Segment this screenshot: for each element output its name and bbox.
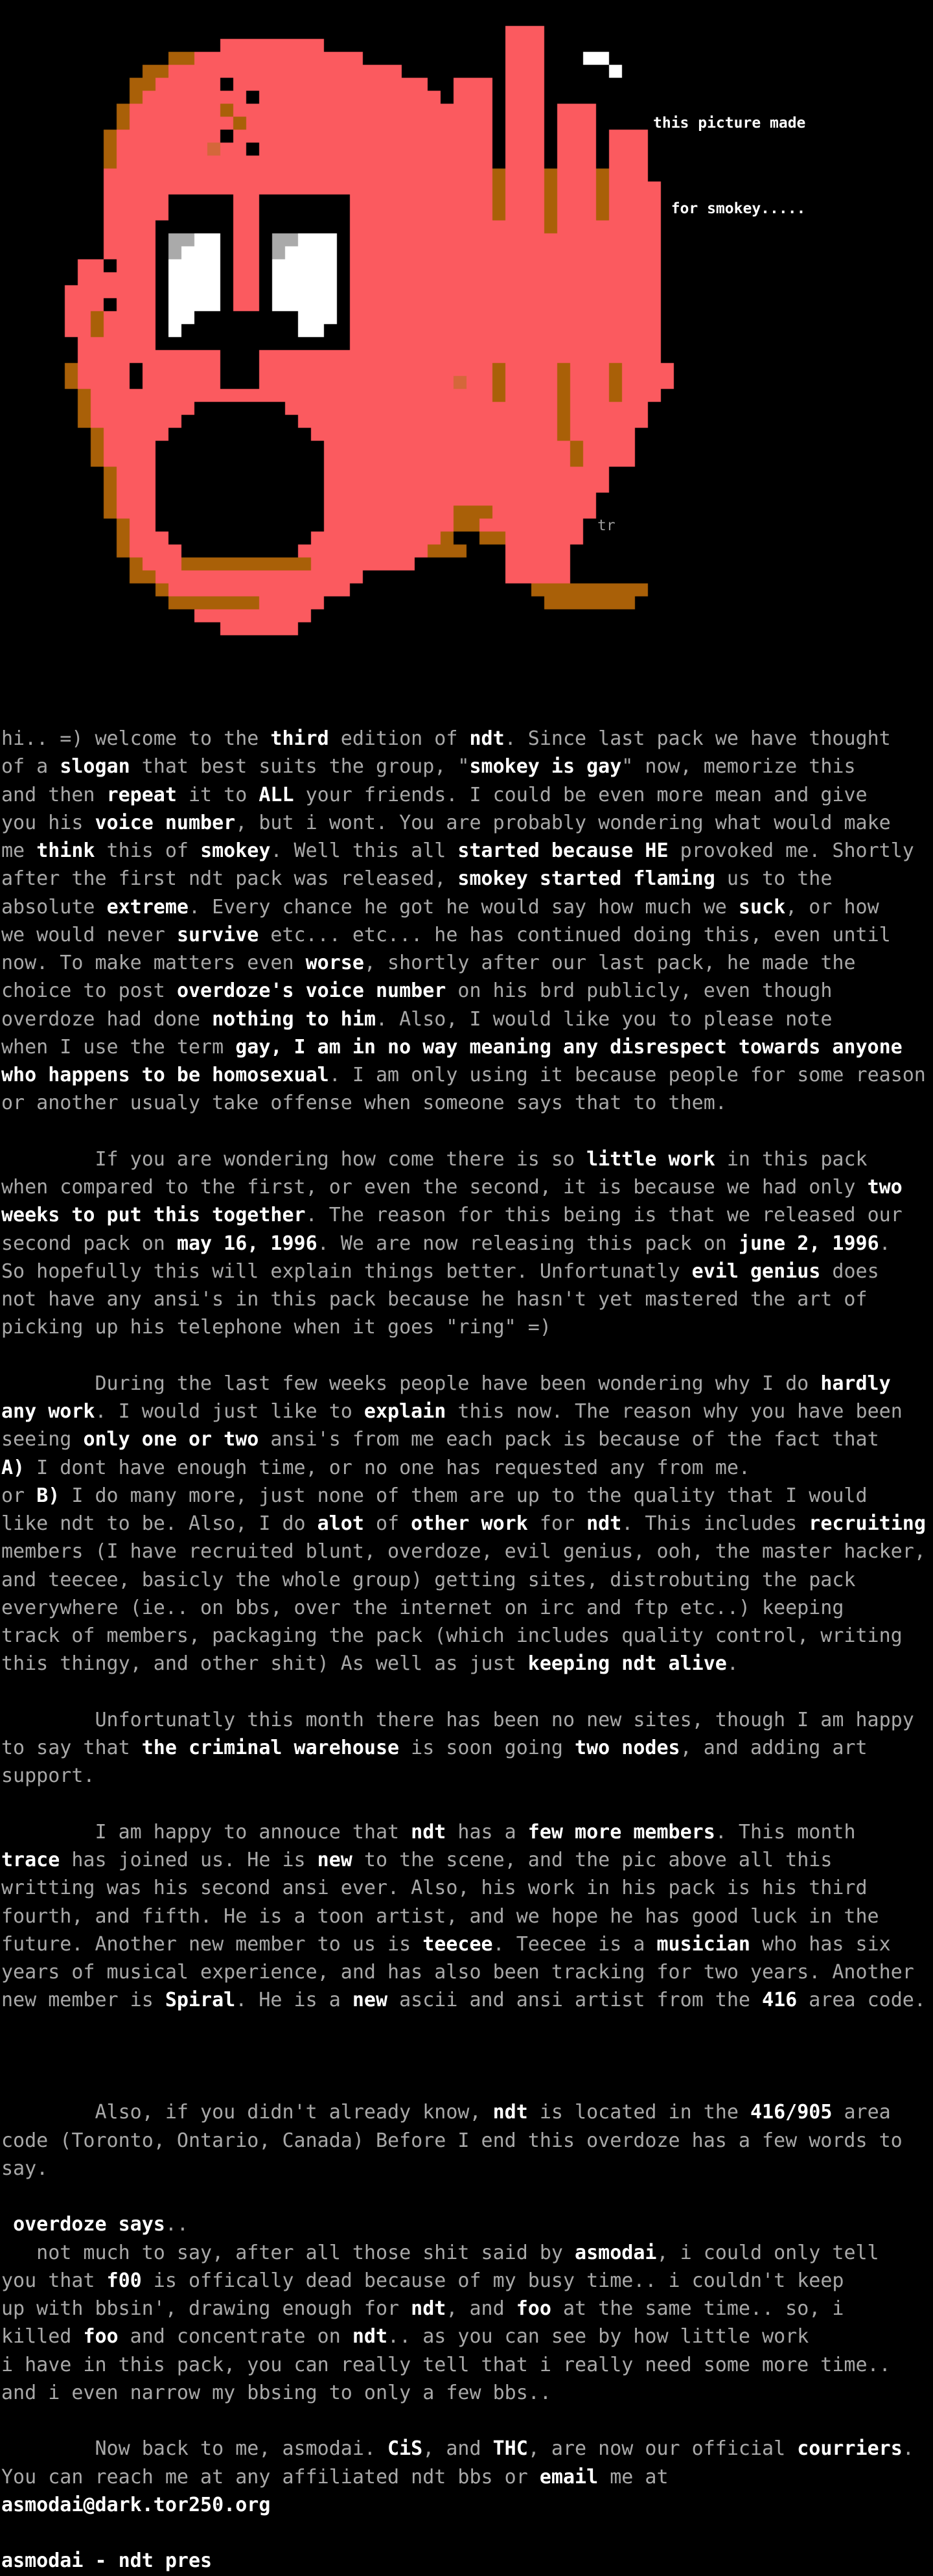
text-line: you his voice number, but i wont. You are probably wondering what would make <box>1 811 891 834</box>
text-line <box>1 1118 933 1145</box>
text-line: and i even narrow my bbsing to only a few bbs.. <box>1 2381 551 2404</box>
text-line: hi.. =) welcome to the third edition of ndt. Since last pack we have thought <box>1 727 891 750</box>
caption-line-1: this picture made <box>653 115 806 132</box>
text-line: You can reach me at any affiliated ndt bbs or email me at <box>1 2465 669 2488</box>
text-line: or B) I do many more, just none of them are up to the quality that I would <box>1 1484 868 1507</box>
text-line: Now back to me, asmodai. CiS, and THC, are now our official courriers. <box>1 2437 914 2461</box>
text-line: A) I dont have enough time, or no one has requested any from me. <box>1 1456 750 1479</box>
text-line: this thingy, and other shit) As well as just keeping ndt alive. <box>1 1652 739 1676</box>
text-line: So hopefully this will explain things better. Unfortunatly evil genius does <box>1 1259 879 1283</box>
text-line <box>1 2183 933 2210</box>
text-line: like ndt to be. Also, I do alot of other work for ndt. This includes recruiting <box>1 1512 926 1535</box>
text-line: me think this of smokey. Well this all started because HE provoked me. Shortly <box>1 839 914 862</box>
text-line: now. To make matters even worse, shortly after our last pack, he made the <box>1 952 856 974</box>
text-line: killed foo and concentrate on ndt.. as you can see by how little work <box>1 2325 809 2348</box>
text-line: and then repeat it to ALL your friends. I could be even more mean and give <box>1 783 868 806</box>
text-line: overdoze says.. <box>13 2213 189 2236</box>
text-line <box>1 2043 933 2070</box>
text-line: track of members, packaging the pack (which includes quality control, writing <box>1 1624 903 1647</box>
text-line: trace has joined us. He is new to the scene, and the pic above all this <box>1 1849 833 1871</box>
text-line: If you are wondering how come there is so little work in this pack <box>1 1147 868 1171</box>
text-line <box>1 1678 933 1706</box>
text-line: asmodai - ndt pres <box>1 2549 213 2573</box>
text-line: you that f00 is offically dead because of my busy time.. i couldn't keep <box>1 2269 844 2292</box>
text-line: when I use the term gay, I am in no way meaning any disrespect towards anyone <box>1 1035 903 1059</box>
text-line <box>1 2015 933 2043</box>
text-line: absolute extreme. Every chance he got he would say how much we suck, or how <box>1 895 879 919</box>
text-line: not much to say, after all those shit said by asmodai, i could only tell <box>1 2241 879 2264</box>
text-line: seeing only one or two ansi's from me each pack is because of the fact that <box>1 1428 879 1451</box>
text-line: picking up his telephone when it goes "ring" =) <box>1 1316 551 1339</box>
text-line: who happens to be homosexual. I am only using it because people for some reason <box>1 1064 926 1086</box>
text-line: Unfortunatly this month there has been no new sites, though I am happy <box>1 1708 914 1731</box>
text-line: i have in this pack, you can really tell that i really need some more time.. <box>1 2353 891 2376</box>
text-line: any work. I would just like to explain this now. The reason why you have been <box>1 1400 903 1423</box>
artist-signature: tr <box>597 517 616 534</box>
text-line: years of musical experience, and has also been tracking for two years. Another <box>1 1961 914 1984</box>
text-line: code (Toronto, Ontario, Canada) Before I end this overdoze has a few words to <box>1 2129 903 2152</box>
text-line: new member is Spiral. He is a new ascii and ansi artist from the 416 area code. <box>1 1989 926 2012</box>
text-line: During the last few weeks people have been wondering why I do hardly <box>1 1372 891 1395</box>
text-line <box>1 1342 933 1370</box>
text-line: members (I have recruited blunt, overdoze, evil genius, ooh, the master hacker, <box>1 1540 926 1563</box>
text-line: overdoze had done nothing to him. Also, I would like you to please note <box>1 1007 833 1031</box>
text-line: writting was his second ansi ever. Also, his work in his pack is his third <box>1 1877 868 1900</box>
text-line: not have any ansi's in this pack because he hasn't yet mastered the art of <box>1 1288 868 1311</box>
text-line: second pack on may 16, 1996. We are now releasing this pack on june 2, 1996. <box>1 1232 891 1255</box>
text-line: I am happy to annouce that ndt has a few more members. This month <box>1 1820 856 1844</box>
text-line: we would never survive etc... etc... he has continued doing this, even until <box>1 923 891 946</box>
text-line: fourth, and fifth. He is a toon artist, and we hope he has good luck in the <box>1 1904 879 1928</box>
text-line: after the first ndt pack was released, smokey started flaming us to the <box>1 867 833 891</box>
text-line <box>1 2519 933 2547</box>
text-line: of a slogan that best suits the group, "smokey is gay" now, memorize this <box>1 755 856 779</box>
text-line: asmodai@dark.tor250.org <box>1 2493 271 2516</box>
text-line: and teecee, basicly the whole group) getting sites, distrobuting the pack <box>1 1568 856 1591</box>
text-line: up with bbsin', drawing enough for ndt, and foo at the same time.. so, i <box>1 2297 844 2320</box>
text-line: support. <box>1 1764 95 1788</box>
text-line: weeks to put this together. The reason for this being is that we released our <box>1 1204 903 1227</box>
picture-caption <box>653 52 805 280</box>
text-line <box>1 2407 933 2435</box>
caption-line-2: for smokey..... <box>653 200 806 217</box>
text-line: to say that the criminal warehouse is soon going two nodes, and adding art <box>1 1737 868 1759</box>
text-line: Also, if you didn't already know, ndt is located in the 416/905 area <box>1 2101 891 2124</box>
text-line: say. <box>1 2157 49 2180</box>
text-line: choice to post overdoze's voice number on his brd publicly, even though <box>1 979 833 1003</box>
text-line <box>1 2070 933 2098</box>
ansi-text-body <box>1 725 933 2575</box>
text-line: future. Another new member to us is teecee. Teecee is a musician who has six <box>1 1932 891 1956</box>
text-line <box>1 1790 933 1818</box>
text-line: or another usualy take offense when someone says that to them. <box>1 1092 727 1115</box>
text-line: everywhere (ie.. on bbs, over the internet on irc and ftp etc..) keeping <box>1 1596 844 1619</box>
text-line: when compared to the first, or even the second, it is because we had only two <box>1 1176 903 1199</box>
